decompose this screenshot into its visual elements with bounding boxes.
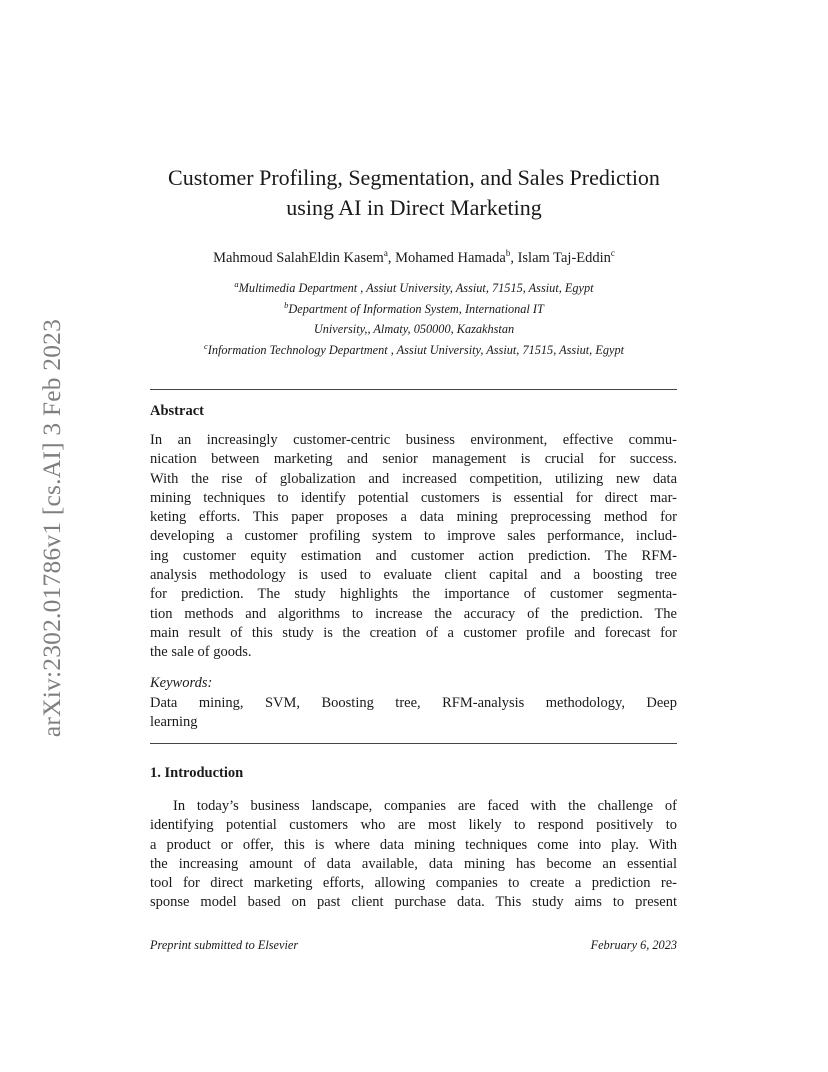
affiliation-mark: b — [284, 299, 289, 310]
divider-rule — [150, 389, 677, 390]
text-line: With the rise of globalization and increased competition, utilizing new data — [150, 470, 677, 487]
text-line: analysis methodology is used to evaluate client capital and a boosting tree — [150, 567, 677, 584]
text-line: nication between marketing and senior management is crucial for success. — [150, 451, 677, 468]
text-line: tion methods and algorithms to increase the accuracy of the prediction. The — [150, 605, 677, 622]
text-line: mining techniques to identify potential customers is essential for direct mar- — [150, 489, 677, 506]
text-line: the increasing amount of data available, data mining has become an essential — [150, 855, 677, 872]
text-line: ing customer equity estimation and customer action prediction. The RFM- — [150, 547, 677, 564]
author-name: Mahmoud SalahEldin Kasem — [213, 250, 384, 266]
affiliation-mark: a — [234, 279, 239, 289]
author-affiliation-mark: b — [505, 248, 511, 258]
affiliation-text: Department of Information System, International IT — [288, 301, 544, 316]
affiliation-mark: c — [203, 340, 208, 351]
affiliation-text: Information Technology Department , Assiut University, Assiut, 71515, Assiut, Egypt — [207, 342, 625, 357]
arxiv-identifier: arXiv:2302.01786v1 [cs.AI] 3 Feb 2023 — [37, 318, 66, 738]
text-line: developing a customer profiling system to improve sales performance, includ- — [150, 528, 677, 545]
abstract-heading: Abstract — [150, 403, 204, 419]
author-name: Islam Taj-Eddin — [517, 250, 611, 266]
text-line: identifying potential customers who are most likely to respond positively to — [150, 817, 677, 834]
text-line: main result of this study is the creation of a customer profile and forecast for — [150, 624, 677, 641]
author-list — [150, 243, 678, 268]
affiliation — [140, 276, 688, 297]
author-separator: , — [387, 250, 396, 266]
text-line: tool for direct marketing efforts, allowing companies to create a prediction re- — [150, 875, 677, 892]
text-line: In today’s business landscape, companies are faced with the challenge of — [173, 798, 677, 814]
paper-title — [150, 163, 678, 223]
title-line: Customer Profiling, Segmentation, and Sales Prediction — [168, 165, 660, 190]
keywords-label: Keywords: — [150, 675, 213, 691]
abstract-body — [150, 431, 677, 663]
preprint-note: Preprint submitted to Elsevier — [150, 938, 299, 952]
affiliation-text: Multimedia Department , Assiut University, Assiut, 71515, Assiut, Egypt — [238, 281, 594, 295]
affiliation-text: University,, Almaty, 050000, Kazakhstan — [313, 322, 515, 336]
text-line: In an increasingly customer-centric business environment, effective commu- — [150, 432, 677, 448]
title-line: using AI in Direct Marketing — [286, 195, 542, 220]
author-separator: , — [510, 250, 518, 266]
text-line: a product or offer, this is where data mining techniques come into play. With — [150, 836, 677, 853]
section-heading: 1. Introduction — [150, 765, 244, 781]
footer-date: February 6, 2023 — [590, 938, 677, 952]
affiliation — [140, 338, 688, 359]
keywords-list — [150, 694, 677, 733]
text-line: Data mining, SVM, Boosting tree, RFM-analysis methodology, Deep — [150, 695, 677, 711]
affiliation-list — [140, 276, 688, 358]
author-affiliation-mark: a — [383, 248, 388, 258]
affiliation — [140, 297, 688, 318]
affiliation — [140, 317, 688, 338]
text-line: learning — [150, 714, 198, 731]
author-name: Mohamed Hamada — [395, 250, 506, 266]
text-line: for prediction. The study highlights the importance of customer segmenta- — [150, 586, 677, 603]
introduction-body — [150, 797, 677, 913]
text-line: sponse model based on past client purchase data. This study aims to present — [150, 894, 677, 911]
text-line: keting efforts. This paper proposes a data mining preprocessing method for — [150, 509, 677, 526]
divider-rule — [150, 743, 677, 744]
author-affiliation-mark: c — [610, 248, 615, 258]
text-line: the sale of goods. — [150, 644, 252, 661]
